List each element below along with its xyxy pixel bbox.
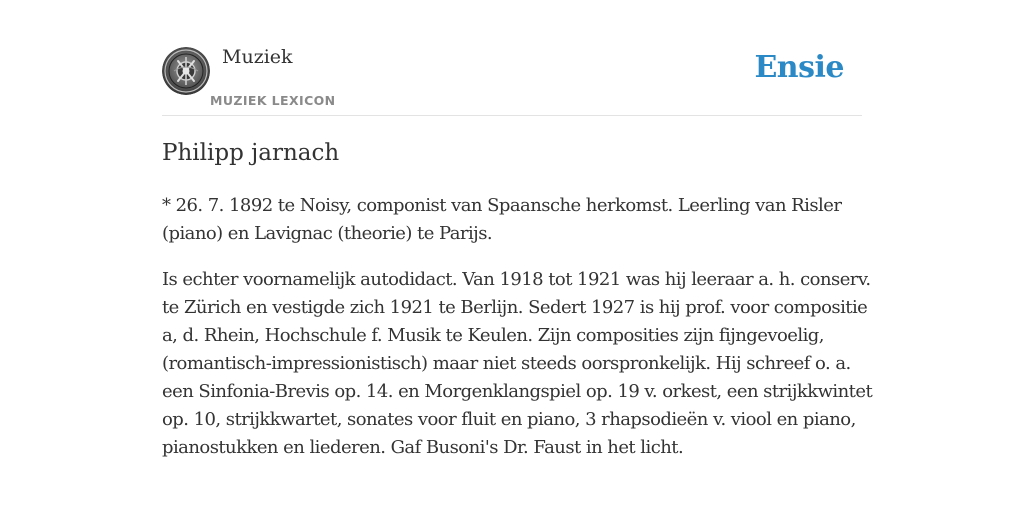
music-emblem-icon: [162, 47, 210, 95]
page-title: Philipp jarnach: [162, 140, 340, 166]
header: [162, 0, 862, 116]
page: [162, 0, 873, 458]
source-avatar[interactable]: [162, 47, 210, 95]
source-subtitle: MUZIEK LEXICON: [210, 93, 336, 108]
article-paragraph: * 26. 7. 1892 te Noisy, componist van Spaansche herkomst. Leerling van Risler (piano) en Lavignac (theorie) te Parijs.: [162, 195, 842, 244]
article-paragraph: Is echter voornamelijk autodidact. Van 1918 tot 1921 was hij leeraar a. h. conserv. te Zürich en vestigde zich 1921 te Berlijn. Sedert 1927 is hij prof. voor compositie a, d. Rhein, Hochschule f. Musik te Keulen. Zijn composities zijn fijngevoelig, (romantisch-impressionistisch) maar niet steeds oorspronkelijk. Hij schreef o. a. een Sinfonia-Brevis op. 14. en Morgenklangspiel op. 19 v. orkest, een strijkkwintet op. 10, strijkkwartet, sonates voor fluit en piano, 3 rhapsodieën v. viool en piano, pianostukken en liederen. Gaf Busoni's Dr. Faust in het licht.: [162, 269, 873, 458]
article-body: [162, 192, 874, 480]
source-title[interactable]: Muziek: [222, 46, 293, 68]
brand-logo[interactable]: Ensie: [754, 50, 844, 85]
